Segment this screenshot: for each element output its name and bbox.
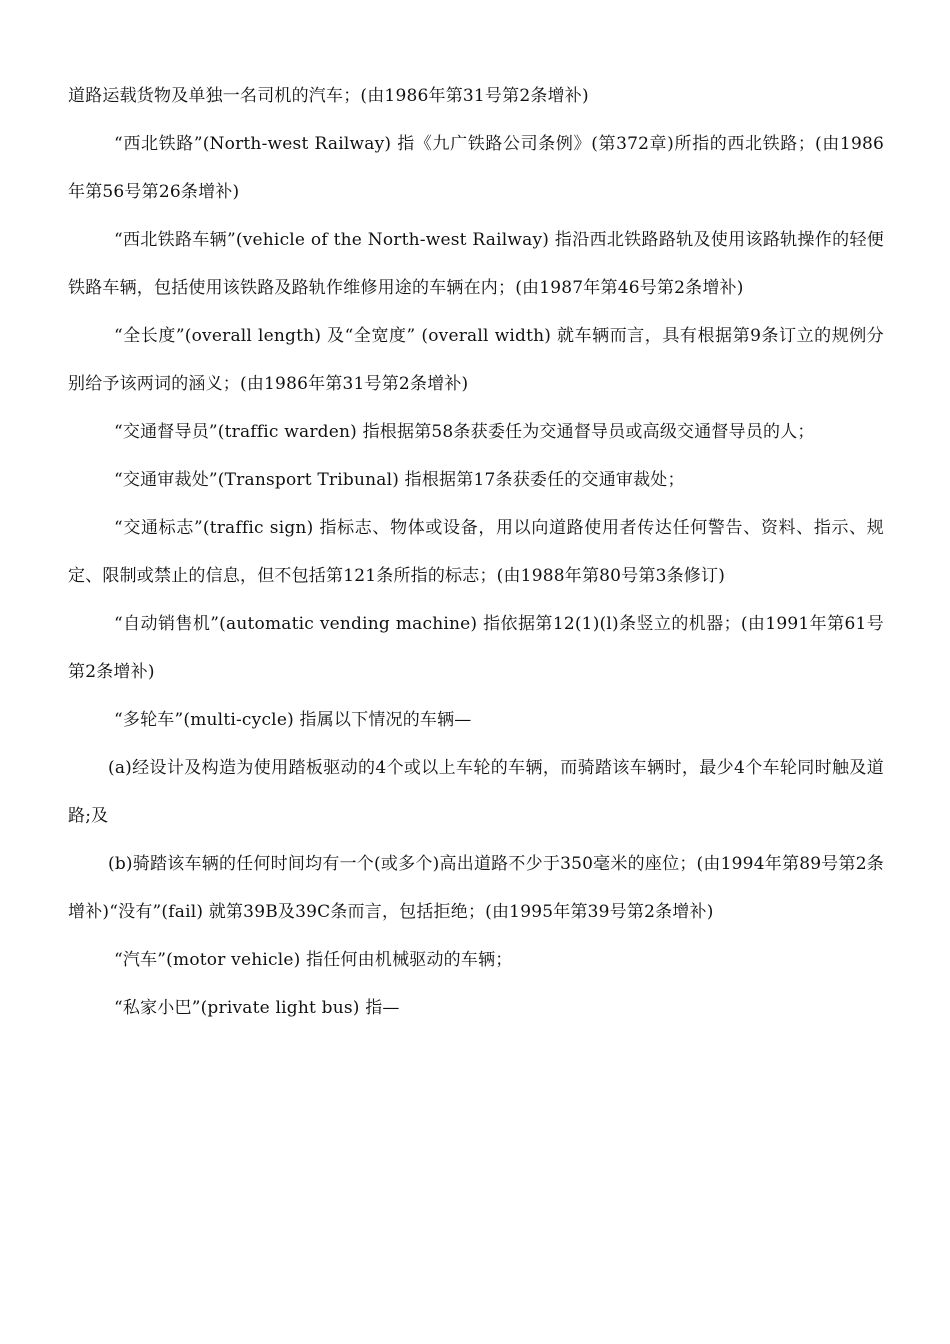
list-item-b: (b)骑踏该车辆的任何时间均有一个(或多个)高出道路不少于350毫米的座位；(由1994年第89号第2条增补)“没有”(fail) 就第39B及39C条而言，包括拒绝；(由1995年第39号第2条增补) [68,854,884,922]
paragraph-9: “多轮车”(multi-cycle) 指属以下情况的车辆— [114,710,472,730]
paragraph-2: “西北铁路”(North-west Railway) 指《九广铁路公司条例》(第372章)所指的西北铁路；(由1986年第56号第26条增补) [68,134,884,202]
document-body [68,72,884,1032]
list-item-a: (a)经设计及构造为使用踏板驱动的4个或以上车轮的车辆，而骑踏该车辆时，最少4个车轮同时触及道路;及 [68,758,884,826]
paragraph-5: “交通督导员”(traffic warden) 指根据第58条获委任为交通督导员或高级交通督导员的人； [114,422,815,442]
paragraph-6: “交通审裁处”(Transport Tribunal) 指根据第17条获委任的交通审裁处； [114,470,685,490]
paragraph-7: “交通标志”(traffic sign) 指标志、物体或设备，用以向道路使用者传达任何警告、资料、指示、规定、限制或禁止的信息，但不包括第121条所指的标志；(由1988年第80号第3条修订) [68,518,884,586]
paragraph-3: “西北铁路车辆”(vehicle of the North-west Railway) 指沿西北铁路路轨及使用该路轨操作的轻便铁路车辆，包括使用该铁路及路轨作维修用途的车辆在内；(由1987年第46号第2条增补) [68,230,884,298]
paragraph-4: “全长度”(overall length) 及“全宽度” (overall width) 就车辆而言，具有根据第9条订立的规例分别给予该两词的涵义；(由1986年第31号第2条增补) [68,326,884,394]
paragraph-11: “私家小巴”(private light bus) 指— [114,998,400,1018]
paragraph-8: “自动销售机”(automatic vending machine) 指依据第12(1)(l)条竖立的机器；(由1991年第61号第2条增补) [68,614,884,682]
paragraph-1: 道路运载货物及单独一名司机的汽车；(由1986年第31号第2条增补) [68,86,589,106]
paragraph-10: “汽车”(motor vehicle) 指任何由机械驱动的车辆； [114,950,513,970]
